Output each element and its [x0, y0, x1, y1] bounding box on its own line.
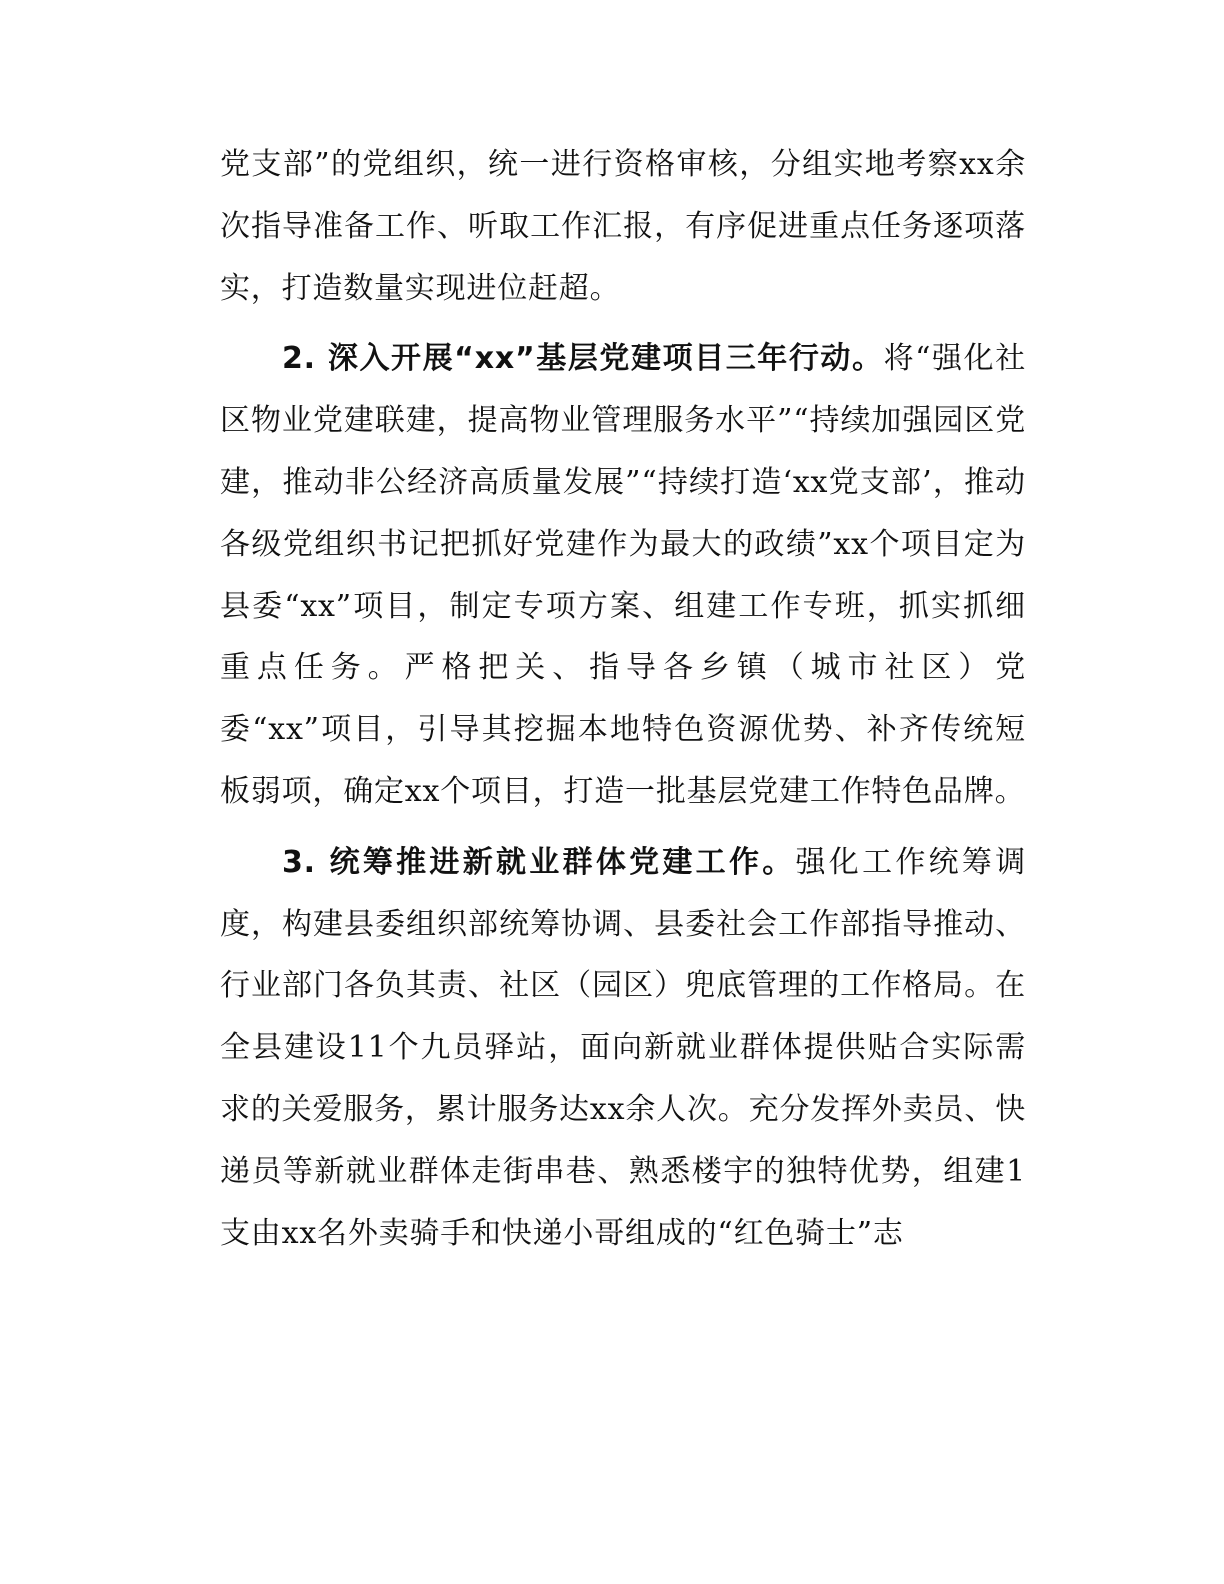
paragraph-text: 强化工作统筹调度，构建县委组织部统筹协调、县委社会工作部指导推动、行业部门各负其责、社区（园区）兜底管理的工作格局。在全县建设11个九员驿站，面向新就业群体提供贴合实际需求的关爱服务，累计服务达xx余人次。充分发挥外卖员、快递员等新就业群体走街串巷、熟悉楼宇的独特优势，组建1支由xx名外卖骑手和快递小哥组成的“红色骑士”志: [220, 844, 1026, 1251]
paragraph-heading: 3. 统筹推进新就业群体党建工作。: [282, 844, 796, 880]
paragraph-item-2: [220, 328, 1026, 822]
paragraph-heading: 2. 深入开展“xx”基层党建项目三年行动。: [282, 341, 884, 377]
paragraph-continuation: [220, 134, 1026, 319]
paragraph-text: 党支部”的党组织，统一进行资格审核，分组实地考察xx余次指导准备工作、听取工作汇报，有序促进重点任务逐项落实，打造数量实现进位赶超。: [220, 147, 1026, 306]
document-body: [220, 134, 1026, 1264]
paragraph-text: 将“强化社区物业党建联建，提高物业管理服务水平”“持续加强园区党建，推动非公经济高质量发展”“持续打造‘xx党支部’，推动各级党组织书记把抓好党建作为最大的政绩”xx个项目定为县委“xx”项目，制定专项方案、组建工作专班，抓实抓细重点任务。严格把关、指导各乡镇（城市社区）党委“xx”项目，引导其挖掘本地特色资源优势、补齐传统短板弱项，确定xx个项目，打造一批基层党建工作特色品牌。: [220, 341, 1027, 809]
paragraph-item-3: [220, 832, 1026, 1265]
